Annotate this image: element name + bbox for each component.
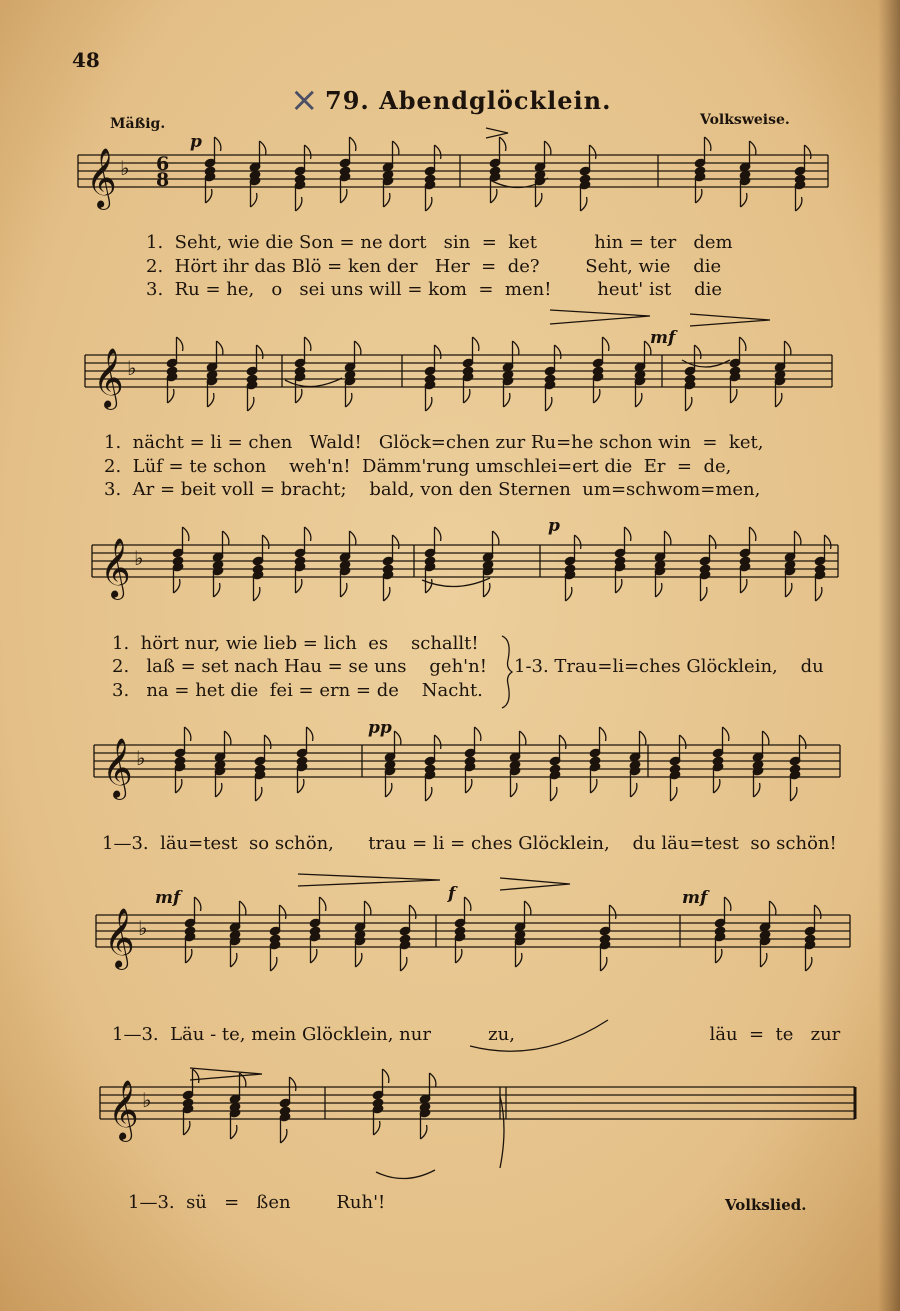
note-flag — [435, 145, 441, 159]
lyric-refrain: 1-3. Trau=li=ches Glöcklein, du — [514, 656, 824, 677]
note-flag — [464, 389, 470, 403]
note-flag — [714, 779, 720, 793]
treble-clef-icon: 𝄞 — [100, 538, 131, 598]
note-flag — [731, 389, 737, 403]
note-flag — [716, 949, 722, 963]
note-flag — [384, 193, 390, 207]
note-flag — [393, 141, 399, 155]
note-flag — [770, 901, 776, 915]
note-flag — [500, 137, 506, 151]
note-flag — [177, 337, 183, 351]
note-flag — [298, 779, 304, 793]
note-flag — [805, 145, 811, 159]
time-signature: 8 — [156, 169, 170, 191]
note-flag — [786, 583, 792, 597]
note-flag — [701, 587, 707, 601]
note-flag — [280, 905, 286, 919]
note-flag — [271, 957, 277, 971]
note-flag — [435, 735, 441, 749]
note-flag — [174, 579, 180, 593]
lyric-line: 1—3. sü = ßen Ruh'! — [128, 1192, 386, 1213]
note-flag — [466, 779, 472, 793]
note-flag — [217, 341, 223, 355]
lyric-line: 2. Hört ihr das Blö = ken der Her = de? Seht, wie die — [146, 256, 722, 277]
note-flag — [384, 587, 390, 601]
note-flag — [686, 397, 692, 411]
song-title: 79. Abendglöcklein. — [325, 86, 612, 115]
note-flag — [750, 527, 756, 541]
lyric-line: 1. hört nur, wie lieb = lich es schallt! — [112, 633, 479, 654]
note-flag — [231, 953, 237, 967]
note-flag — [525, 901, 531, 915]
lyric-line: 3. Ar = beit voll = bracht; bald, von den Sternen um=schwom=men, — [104, 479, 761, 500]
note-flag — [610, 905, 616, 919]
note-flag — [296, 197, 302, 211]
page-number: 48 — [72, 48, 100, 72]
note-flag — [754, 783, 760, 797]
note-flag — [710, 535, 716, 549]
note-flag — [356, 953, 362, 967]
note-flag — [625, 527, 631, 541]
note-flag — [665, 531, 671, 545]
flat-key-signature-icon: ♭ — [127, 356, 137, 380]
song-origin: Volksweise. — [700, 112, 790, 128]
note-flag — [545, 141, 551, 155]
flat-key-signature-icon: ♭ — [138, 916, 148, 940]
note-flag — [254, 587, 260, 601]
note-flag — [536, 193, 542, 207]
note-flag — [640, 731, 646, 745]
note-flag — [383, 1069, 389, 1083]
note-flag — [723, 727, 729, 741]
note-flag — [616, 579, 622, 593]
lyric-line: 3. Ru = he, o sei uns will = kom = men! heut' ist die — [146, 279, 723, 300]
tempo-marking: Mäßig. — [110, 116, 166, 132]
note-flag — [680, 735, 686, 749]
treble-clef-icon: 𝄞 — [93, 348, 124, 408]
note-flag — [307, 727, 313, 741]
note-flag — [281, 1129, 287, 1143]
note-flag — [435, 345, 441, 359]
note-flag — [656, 583, 662, 597]
note-flag — [516, 953, 522, 967]
note-flag — [341, 189, 347, 203]
note-flag — [491, 189, 497, 203]
note-flag — [435, 527, 441, 541]
note-flag — [581, 197, 587, 211]
lyric-line: 2. Lüf = te schon weh'n! Dämm'rung umschlei=ert die Er = de, — [104, 456, 732, 477]
note-flag — [231, 1125, 237, 1139]
lyric-line: 1. nächt = li = chen Wald! Glöck=chen zur Ru=he schon win = ket, — [104, 432, 764, 453]
note-flag — [256, 787, 262, 801]
note-flag — [350, 137, 356, 151]
note-flag — [263, 535, 269, 549]
note-flag — [208, 393, 214, 407]
note-flag — [265, 735, 271, 749]
note-flag — [305, 145, 311, 159]
dynamic-marking: mf — [650, 328, 676, 348]
note-flag — [184, 1121, 190, 1135]
note-flag — [183, 527, 189, 541]
dynamic-marking: pp — [368, 718, 392, 738]
note-flag — [320, 897, 326, 911]
note-flag — [426, 397, 432, 411]
note-flag — [426, 197, 432, 211]
pencil-mark: × — [290, 80, 319, 120]
note-flag — [168, 389, 174, 403]
note-flag — [223, 531, 229, 545]
note-flag — [386, 783, 392, 797]
note-flag — [186, 949, 192, 963]
note-flag — [305, 337, 311, 351]
note-flag — [600, 727, 606, 741]
note-flag — [696, 189, 702, 203]
note-flag — [257, 345, 263, 359]
flat-key-signature-icon: ♭ — [120, 156, 130, 180]
lyric-line: 3. na = het die fei = ern = de Nacht. — [112, 680, 483, 701]
note-flag — [750, 141, 756, 155]
note-flag — [465, 897, 471, 911]
note-flag — [393, 535, 399, 549]
note-flag — [493, 531, 499, 545]
note-flag — [355, 341, 361, 355]
flat-key-signature-icon: ♭ — [134, 546, 144, 570]
lyric-line: 1—3. läu=test so schön, trau = li = ches Glöcklein, du läu=test so schön! — [102, 833, 837, 854]
note-flag — [214, 583, 220, 597]
note-flag — [795, 531, 801, 545]
note-flag — [430, 1073, 436, 1087]
note-flag — [645, 341, 651, 355]
note-flag — [806, 957, 812, 971]
flat-key-signature-icon: ♭ — [136, 746, 146, 770]
treble-clef-icon: 𝄞 — [102, 738, 133, 798]
note-flag — [475, 727, 481, 741]
note-flag — [546, 397, 552, 411]
note-flag — [305, 527, 311, 541]
note-flag — [785, 341, 791, 355]
dynamic-marking: mf — [682, 888, 708, 908]
note-flag — [695, 345, 701, 359]
note-flag — [513, 341, 519, 355]
note-flag — [296, 389, 302, 403]
note-flag — [401, 957, 407, 971]
song-source: Volkslied. — [725, 1196, 807, 1214]
lyric-line: 2. laß = set nach Hau = se uns geh'n! — [112, 656, 487, 677]
note-flag — [636, 393, 642, 407]
note-flag — [225, 731, 231, 745]
note-flag — [240, 901, 246, 915]
note-flag — [248, 397, 254, 411]
note-flag — [195, 897, 201, 911]
note-flag — [631, 783, 637, 797]
note-flag — [215, 137, 221, 151]
dynamic-marking: mf — [155, 888, 181, 908]
note-flag — [350, 531, 356, 545]
note-flag — [815, 905, 821, 919]
note-flag — [251, 193, 257, 207]
lyric-line: 1. Seht, wie die Son = ne dort sin = ket hin = ter dem — [146, 232, 733, 253]
note-flag — [421, 1125, 427, 1139]
note-flag — [346, 393, 352, 407]
note-flag — [796, 197, 802, 211]
note-flag — [426, 787, 432, 801]
note-flag — [395, 731, 401, 745]
note-flag — [560, 735, 566, 749]
note-flag — [603, 337, 609, 351]
note-flag — [705, 137, 711, 151]
time-signature: 6 — [156, 153, 170, 175]
note-flag — [591, 779, 597, 793]
note-flag — [456, 949, 462, 963]
note-flag — [473, 337, 479, 351]
note-flag — [296, 579, 302, 593]
note-flag — [741, 193, 747, 207]
note-flag — [555, 345, 561, 359]
note-flag — [551, 787, 557, 801]
treble-clef-icon: 𝄞 — [108, 1080, 139, 1140]
dynamic-marking: f — [448, 884, 456, 904]
note-flag — [763, 731, 769, 745]
note-flag — [193, 1069, 199, 1083]
note-flag — [800, 735, 806, 749]
dynamic-marking: p — [548, 516, 560, 536]
flat-key-signature-icon: ♭ — [142, 1088, 152, 1112]
treble-clef-icon: 𝄞 — [86, 148, 117, 208]
note-flag — [776, 393, 782, 407]
note-flag — [365, 901, 371, 915]
note-flag — [374, 1121, 380, 1135]
note-flag — [816, 587, 822, 601]
note-flag — [216, 783, 222, 797]
note-flag — [410, 905, 416, 919]
note-flag — [601, 957, 607, 971]
note-flag — [311, 949, 317, 963]
note-flag — [590, 145, 596, 159]
note-flag — [725, 897, 731, 911]
note-flag — [791, 787, 797, 801]
lyric-line: 1—3. Läu - te, mein Glöcklein, nur zu, läu = te zur — [112, 1024, 841, 1045]
note-flag — [575, 535, 581, 549]
note-flag — [176, 779, 182, 793]
note-flag — [740, 337, 746, 351]
note-flag — [484, 583, 490, 597]
note-flag — [761, 953, 767, 967]
note-flag — [825, 535, 831, 549]
note-flag — [671, 787, 677, 801]
note-flag — [260, 141, 266, 155]
note-flag — [520, 731, 526, 745]
note-flag — [206, 189, 212, 203]
treble-clef-icon: 𝄞 — [104, 908, 135, 968]
note-flag — [594, 389, 600, 403]
note-flag — [741, 579, 747, 593]
note-flag — [341, 583, 347, 597]
dynamic-marking: p — [190, 132, 202, 152]
note-flag — [504, 393, 510, 407]
note-flag — [290, 1077, 296, 1091]
note-flag — [566, 587, 572, 601]
note-flag — [511, 783, 517, 797]
note-flag — [185, 727, 191, 741]
